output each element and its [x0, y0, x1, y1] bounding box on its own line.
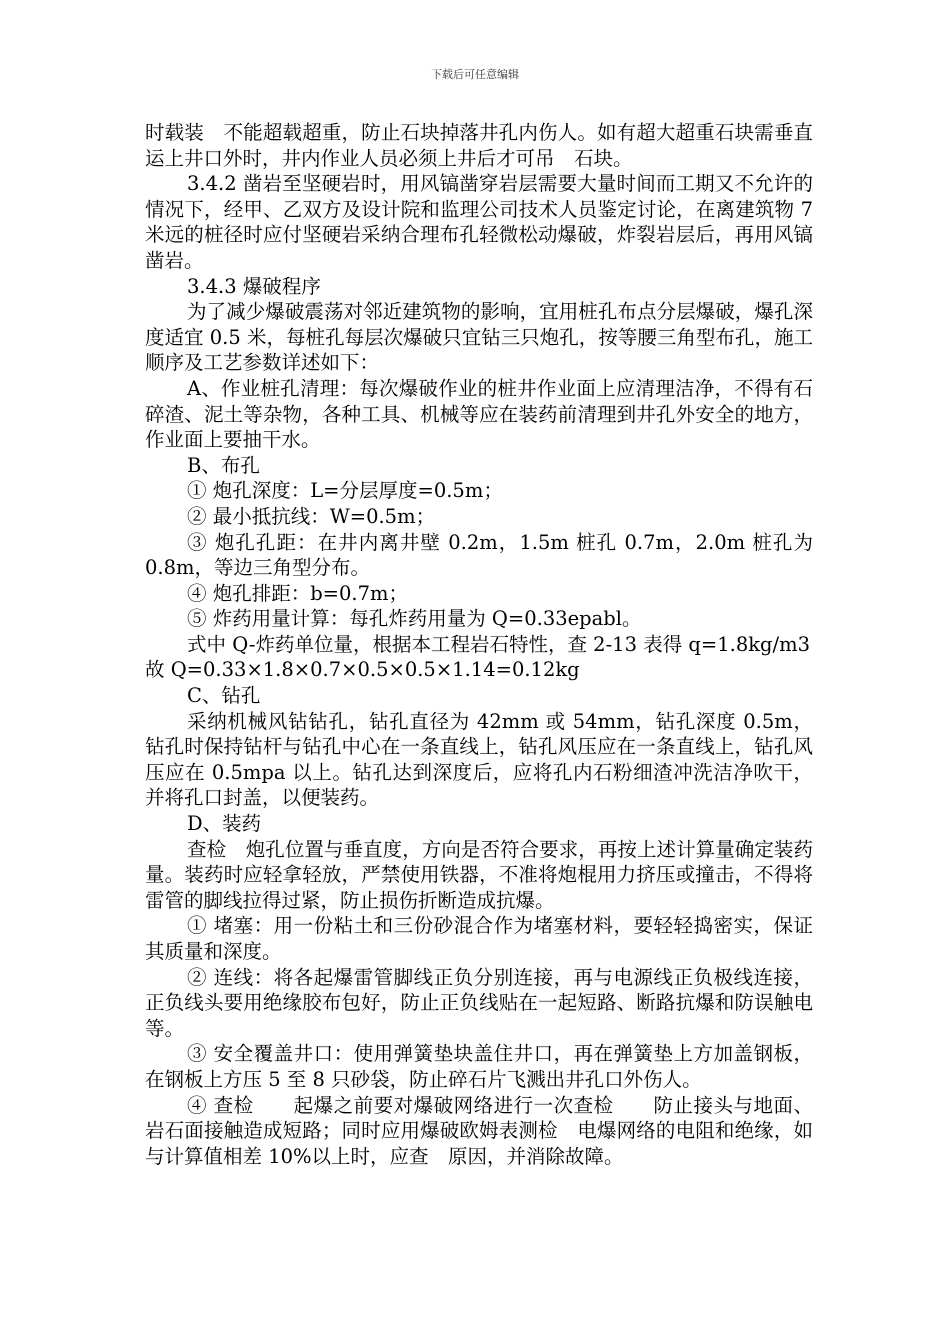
paragraph: D、装药: [187, 812, 262, 836]
paragraph: ③ 安全覆盖井口：使用弹簧垫块盖住井口，再在弹簧垫上方加盖钢板，在钢板上方压 5 至 8 只砂袋，防止碎石片飞溅出井孔口外伤人。: [145, 1042, 813, 1091]
page-header: 下载后可任意编辑: [431, 68, 519, 81]
paragraph: ④ 炮孔排距：b=0.7m；: [187, 581, 409, 605]
paragraph: ④ 查检 起爆之前要对爆破网络进行一次查检 防止接头与地面、岩石面接触造成短路；同时应用爆破欧姆表测检 电爆网络的电阻和绝缘，如与计算值相差 10%以上时，应查 原因，并消除故障。: [145, 1093, 813, 1168]
paragraph: 3.4.3 爆破程序: [187, 274, 321, 298]
paragraph: ⑤ 炸药用量计算：每孔炸药用量为 Q=0.33epabl。: [187, 607, 642, 631]
paragraph: B、布孔: [187, 453, 260, 477]
paragraph: ② 连线：将各起爆雷管脚线正负分别连接，再与电源线正负极线连接，正负线头要用绝缘胶布包好，防止正负线贴在一起短路、断路抗爆和防误触电等。: [145, 965, 813, 1040]
document-body: [145, 120, 813, 1169]
paragraph: C、钻孔: [187, 684, 261, 708]
paragraph: ① 堵塞：用一份粘土和三份砂混合作为堵塞材料，要轻轻捣密实，保证其质量和深度。: [145, 914, 813, 963]
paragraph: A、作业桩孔清理：每次爆破作业的桩井作业面上应清理洁净，不得有石碎渣、泥土等杂物，各种工具、机械等应在装药前清理到井孔外安全的地方，作业面上要抽干水。: [145, 376, 813, 452]
paragraph: ② 最小抵抗线：W=0.5m；: [187, 504, 436, 528]
paragraph: 时载装 不能超载超重，防止石块掉落井孔内伤人。如有超大超重石块需垂直运上井口外时，井内作业人员必须上井后才可吊 石块。: [145, 121, 813, 170]
paragraph: ① 炮孔深度：L=分层厚度=0.5m；: [187, 479, 503, 503]
paragraph: 为了减少爆破震荡对邻近建筑物的影响，宜用桩孔布点分层爆破，爆孔深度适宜 0.5 米，每桩孔每层次爆破只宜钻三只炮孔，按等腰三角型布孔，施工顺序及工艺参数详述如下：: [145, 300, 813, 375]
paragraph: 式中 Q-炸药单位量，根据本工程岩石特性，查 2-13 表得 q=1.8kg/m3: [187, 632, 810, 656]
paragraph: 故 Q=0.33×1.8×0.7×0.5×0.5×1.14=0.12kg: [145, 658, 580, 682]
paragraph: 采纳机械风钻钻孔，钻孔直径为 42mm 或 54mm，钻孔深度 0.5m，钻孔时保持钻杆与钻孔中心在一条直线上，钻孔风压应在一条直线上，钻孔风压应在 0.5mpa 以上。钻孔达到深度后，应将孔内石粉细渣冲洗洁净吹干，并将孔口封盖，以便装药。: [145, 709, 813, 810]
paragraph: 查检 炮孔位置与垂直度，方向是否符合要求，再按上述计算量确定装药量。装药时应轻拿轻放，严禁使用铁器，不准将炮棍用力挤压或撞击，不得将雷管的脚线拉得过紧，防止损伤折断造成抗爆。: [145, 837, 813, 912]
paragraph: 3.4.2 凿岩至坚硬岩时，用风镐凿穿岩层需要大量时间而工期又不允许的情况下，经甲、乙双方及设计院和监理公司技术人员鉴定讨论，在离建筑物 7 米远的桩径时应付坚硬岩采纳合理布孔轻微松动爆破，炸裂岩层后，再用风镐凿岩。: [145, 172, 813, 272]
paragraph: ③ 炮孔孔距：在井内离井壁 0.2m，1.5m 桩孔 0.7m，2.0m 桩孔为 0.8m，等边三角型分布。: [145, 530, 813, 580]
